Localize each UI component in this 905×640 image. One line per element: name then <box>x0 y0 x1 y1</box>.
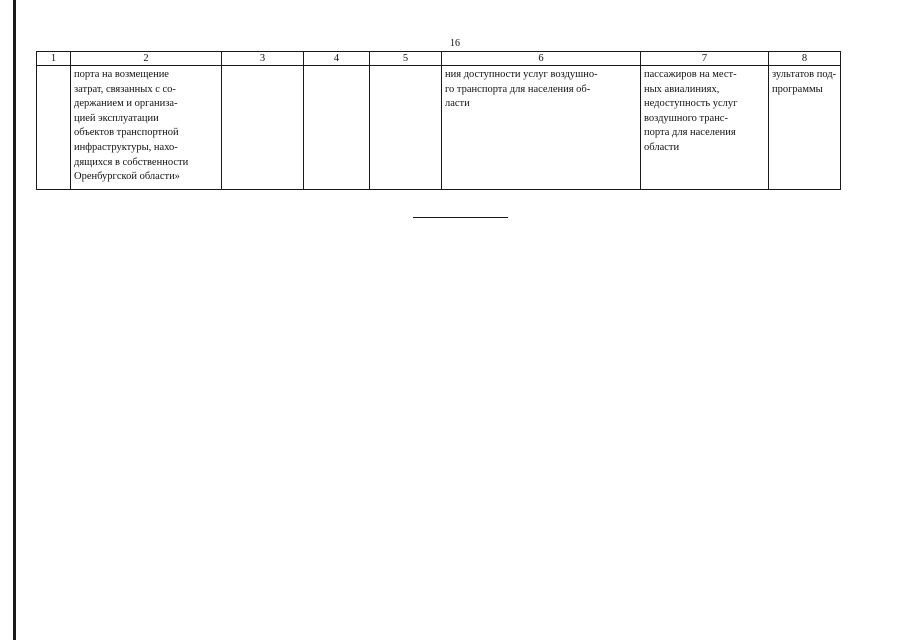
table-cell-col7: пассажиров на мест- ных авиалиниях, недоступность услуг воздушного транс- порта для населения области <box>641 66 769 190</box>
column-header-2: 2 <box>71 52 222 66</box>
scan-edge-line <box>13 0 16 640</box>
column-header-4: 4 <box>304 52 370 66</box>
column-header-8: 8 <box>769 52 841 66</box>
closing-rule-divider <box>413 217 508 218</box>
table-header-row <box>37 52 841 66</box>
program-table <box>36 51 841 190</box>
table-cell-col6: ния доступности услуг воздушно- го транспорта для населения об- ласти <box>442 66 641 190</box>
table-cell-col2: порта на возмещение затрат, связанных с со- держанием и организа- цией эксплуатации объектов транспортной инфраструктуры, нахо- дящихся в собственности Оренбургской области» <box>71 66 222 190</box>
column-header-7: 7 <box>641 52 769 66</box>
page-number: 16 <box>450 38 460 49</box>
table-cell-col4 <box>304 66 370 190</box>
table-cell-col8: зультатов под- программы <box>769 66 841 190</box>
column-header-6: 6 <box>442 52 641 66</box>
table-cell-col3 <box>222 66 304 190</box>
column-header-5: 5 <box>370 52 442 66</box>
column-header-3: 3 <box>222 52 304 66</box>
table-row <box>37 66 841 190</box>
table-cell-col5 <box>370 66 442 190</box>
column-header-1: 1 <box>37 52 71 66</box>
table-cell-col1 <box>37 66 71 190</box>
